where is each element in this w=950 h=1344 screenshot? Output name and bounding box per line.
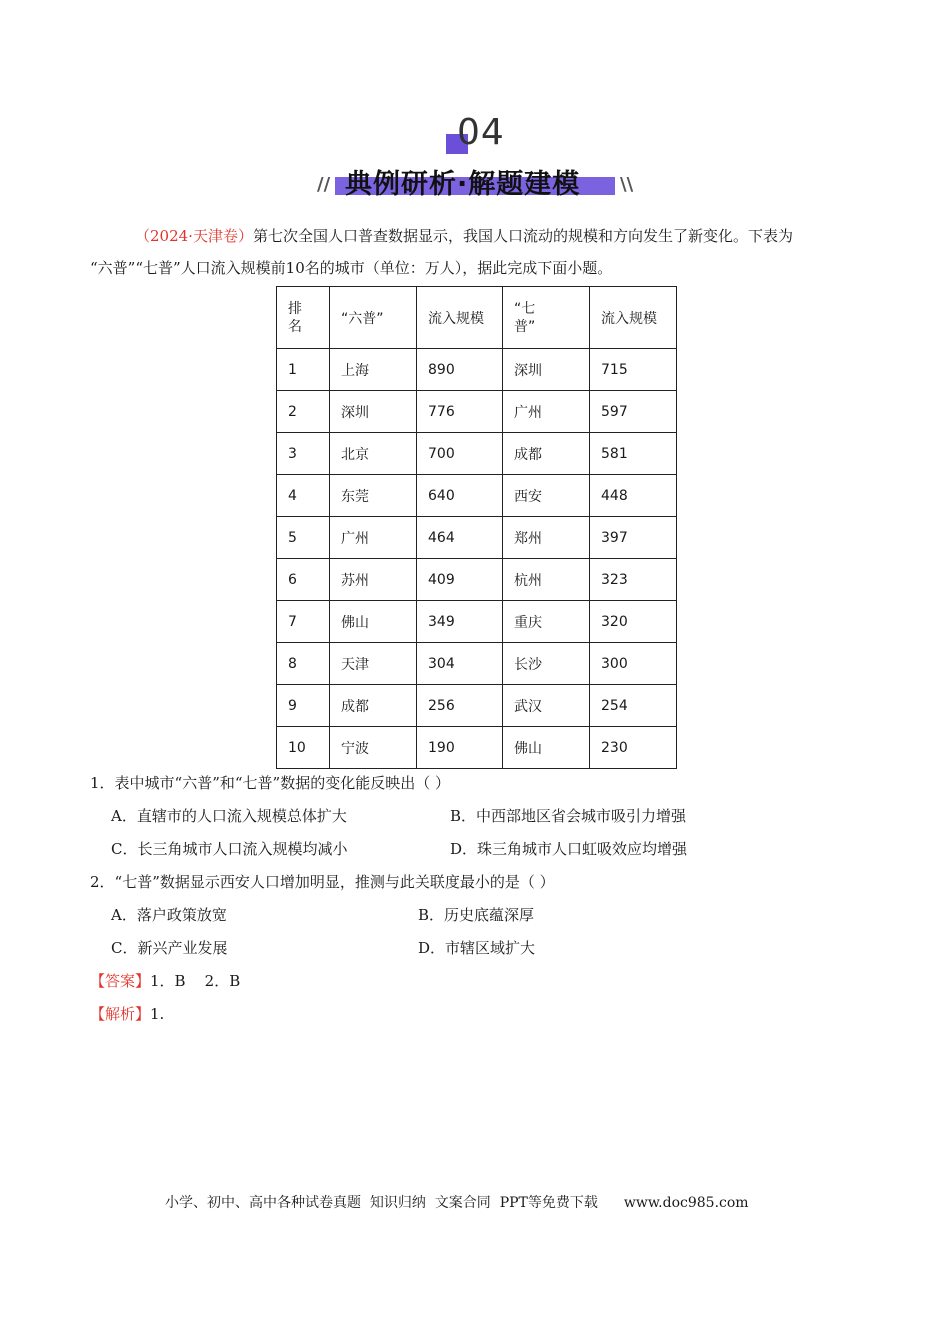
- header-cell: 排名: [277, 287, 330, 349]
- table-cell: 深圳: [330, 391, 417, 433]
- footer-link[interactable]: www.doc985.com: [623, 1195, 749, 1211]
- header-cell: 流入规模: [590, 287, 677, 349]
- table-cell: 640: [417, 475, 503, 517]
- table-row: [277, 685, 677, 727]
- table-cell: 7: [277, 601, 330, 643]
- question-2-option-c: C．新兴产业发展: [111, 939, 228, 957]
- table-row: [277, 433, 677, 475]
- intro-text-1: 第七次全国人口普查数据显示，我国人口流动的规模和方向发生了新变化。下表为: [252, 227, 793, 245]
- table-cell: 北京: [330, 433, 417, 475]
- analysis-label: 【解析】: [90, 1005, 151, 1023]
- table-cell: 397: [590, 517, 677, 559]
- table-cell: 杭州: [503, 559, 590, 601]
- section-number: 04: [457, 112, 505, 153]
- table-row: [277, 475, 677, 517]
- table-cell: 8: [277, 643, 330, 685]
- question-2-option-a: A．落户政策放宽: [111, 906, 227, 924]
- table-cell: 230: [590, 727, 677, 769]
- table-row: [277, 391, 677, 433]
- table-cell: 5: [277, 517, 330, 559]
- answer-text: 1．B 2．B: [150, 972, 241, 990]
- table-cell: 349: [417, 601, 503, 643]
- table-cell: 郑州: [503, 517, 590, 559]
- table-row: [277, 517, 677, 559]
- table-cell: 581: [590, 433, 677, 475]
- table-cell: 300: [590, 643, 677, 685]
- source-tag: （2024·天津卷）: [135, 227, 253, 245]
- footer-text: 小学、初中、高中各种试卷真题 知识归纳 文案合同 PPT等免费下载: [165, 1195, 598, 1211]
- question-1-option-d: D．珠三角城市人口虹吸效应均增强: [450, 840, 688, 858]
- table-cell: 深圳: [503, 349, 590, 391]
- section-header: [0, 112, 950, 207]
- table-cell: 3: [277, 433, 330, 475]
- table-cell: 10: [277, 727, 330, 769]
- table-cell: 广州: [330, 517, 417, 559]
- table-cell: 武汉: [503, 685, 590, 727]
- table-cell: 4: [277, 475, 330, 517]
- table-row: [277, 643, 677, 685]
- table-cell: 佛山: [330, 601, 417, 643]
- answer-label: 【答案】: [90, 972, 151, 990]
- table-cell: 佛山: [503, 727, 590, 769]
- table-cell: 715: [590, 349, 677, 391]
- question-2-option-d: D．市辖区域扩大: [418, 939, 536, 957]
- question-2-option-b: B．历史底蕴深厚: [418, 906, 535, 924]
- table-cell: 190: [417, 727, 503, 769]
- population-table: [276, 286, 677, 769]
- intro-paragraph: [90, 220, 870, 284]
- question-1-option-a: A．直辖市的人口流入规模总体扩大: [111, 807, 347, 825]
- question-1-option-c: C．长三角城市人口流入规模均减小: [111, 840, 348, 858]
- question-1-stem: 1．表中城市“六普”和“七普”数据的变化能反映出（ ）: [90, 774, 450, 792]
- table-cell: 2: [277, 391, 330, 433]
- table-row: [277, 349, 677, 391]
- table-cell: 上海: [330, 349, 417, 391]
- table-cell: 成都: [330, 685, 417, 727]
- left-slash-decoration: //: [317, 174, 331, 195]
- table-cell: 409: [417, 559, 503, 601]
- analysis-line: [90, 1003, 164, 1024]
- table-cell: 6: [277, 559, 330, 601]
- table-cell: 宁波: [330, 727, 417, 769]
- table-cell: 776: [417, 391, 503, 433]
- table-row: [277, 559, 677, 601]
- header-cell: 流入规模: [417, 287, 503, 349]
- section-title: 典例研析·解题建模: [345, 169, 581, 200]
- table-cell: 700: [417, 433, 503, 475]
- table-row: [277, 727, 677, 769]
- table-cell: 256: [417, 685, 503, 727]
- question-2-stem: 2．“七普”数据显示西安人口增加明显，推测与此关联度最小的是（ ）: [90, 873, 555, 891]
- table-cell: 西安: [503, 475, 590, 517]
- table-cell: 890: [417, 349, 503, 391]
- footer: [165, 1192, 749, 1212]
- table-cell: 304: [417, 643, 503, 685]
- intro-line-2: “六普”“七普”人口流入规模前10名的城市（单位：万人），据此完成下面小题。: [90, 259, 613, 277]
- answer-line: [90, 970, 240, 991]
- intro-line-1: [90, 220, 870, 252]
- table-cell: 448: [590, 475, 677, 517]
- table-cell: 254: [590, 685, 677, 727]
- table-cell: 广州: [503, 391, 590, 433]
- table-cell: 320: [590, 601, 677, 643]
- table-header-row: [277, 287, 677, 349]
- table-row: [277, 601, 677, 643]
- analysis-text: 1.: [150, 1005, 165, 1023]
- table-cell: 1: [277, 349, 330, 391]
- table-cell: 成都: [503, 433, 590, 475]
- right-slash-decoration: \\: [620, 174, 634, 195]
- table-cell: 9: [277, 685, 330, 727]
- table-cell: 597: [590, 391, 677, 433]
- header-cell: “六普”: [330, 287, 417, 349]
- table-cell: 天津: [330, 643, 417, 685]
- table-cell: 323: [590, 559, 677, 601]
- table-cell: 464: [417, 517, 503, 559]
- table-cell: 长沙: [503, 643, 590, 685]
- table-cell: 重庆: [503, 601, 590, 643]
- table-cell: 苏州: [330, 559, 417, 601]
- header-cell: “七普”: [503, 287, 590, 349]
- question-1-option-b: B．中西部地区省会城市吸引力增强: [450, 807, 687, 825]
- table-cell: 东莞: [330, 475, 417, 517]
